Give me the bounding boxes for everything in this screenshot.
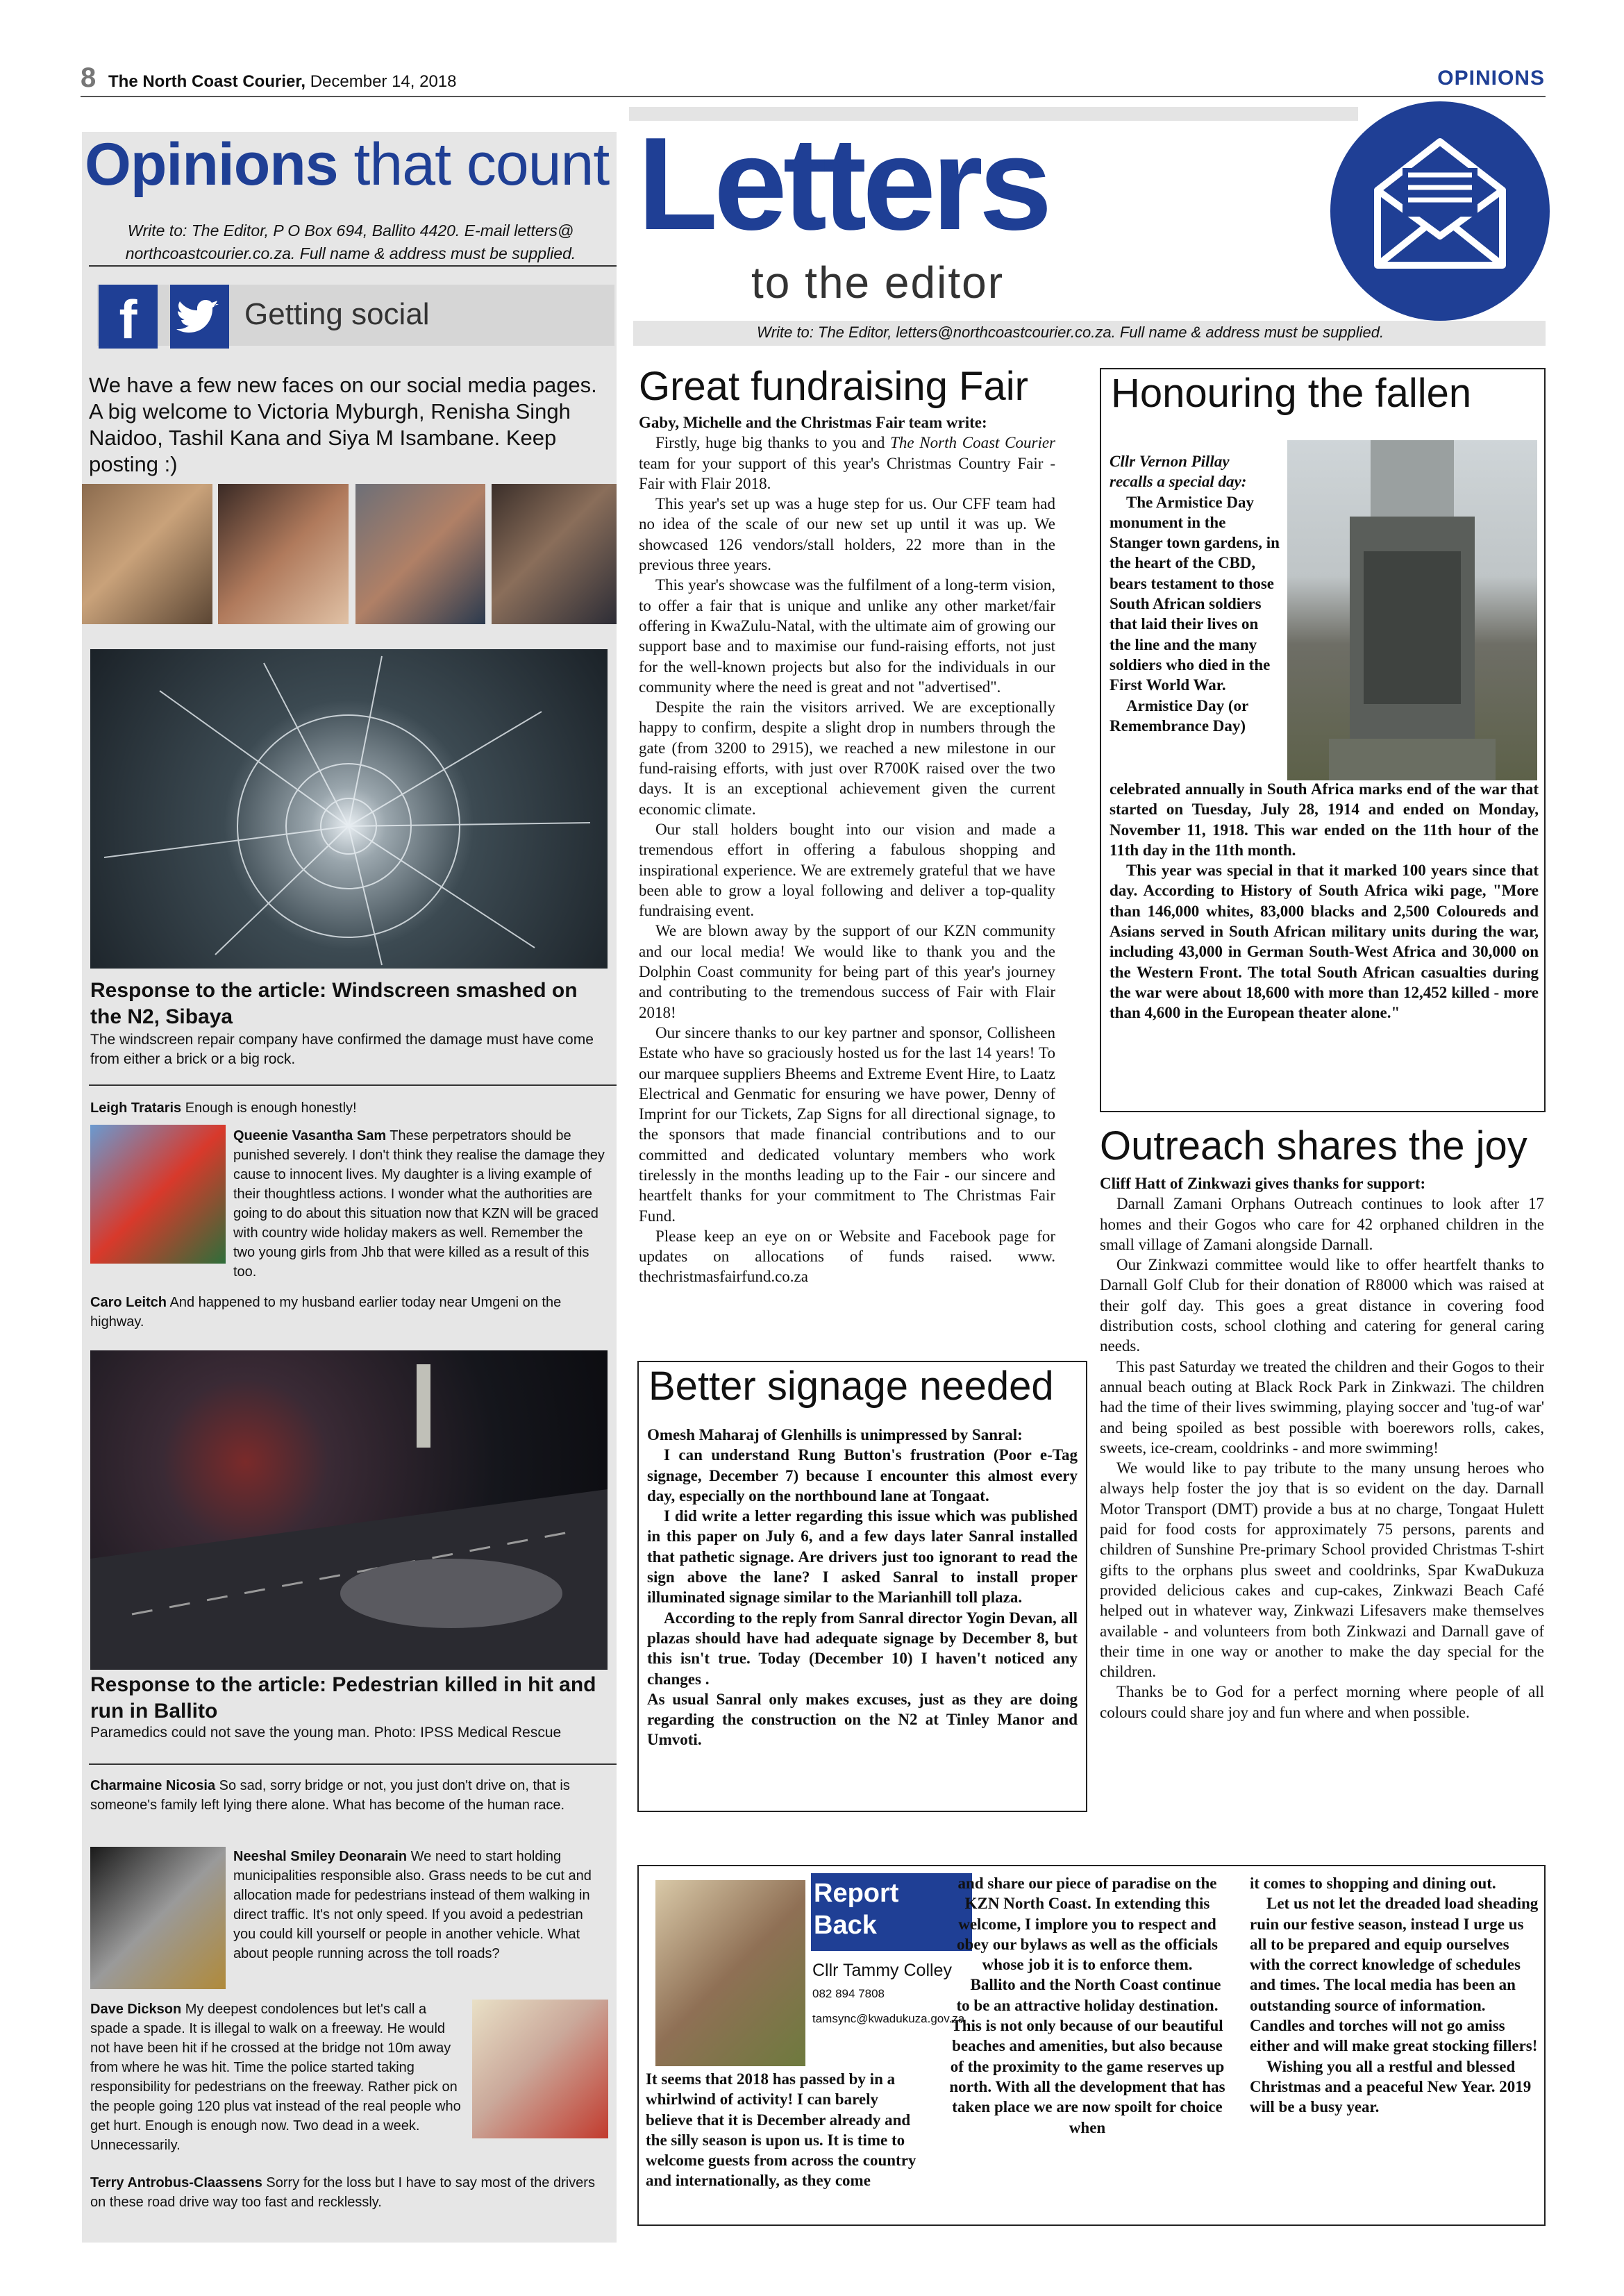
report-column-3	[1250, 1873, 1539, 2118]
outreach-paragraph: Our Zinkwazi committee would like to offer heartfelt thanks to Darnall Golf Club for their donation of R8000 which was raised at their golf day. This goes a great distance in covering food distribution costs, school clothing and catering for general caring needs.	[1100, 1256, 1544, 1355]
fair-text: team for your support of this year's Christmas Country Fair - Fair with Flair 2018.	[639, 454, 1055, 492]
letters-subtitle: to the editor	[751, 258, 1004, 308]
comment-text: We need to start holding municipalities responsible also. Grass needs to be cut and allocation made for pedestrians instead of them walking in direct traffic. It's not only speed. If you avoid a pedestrian you could kill yourself or people in another vehicle. What about people running across the toll roads?	[233, 1849, 592, 1961]
fair-byline: Gaby, Michelle and the Christmas Fair team write:	[639, 414, 987, 431]
social-intro: We have a few new faces on our social media pages. A big welcome to Victoria Myburgh, Renisha Singh Naidoo, Tashil Kana and Siya M Isambane. Keep posting :)	[89, 373, 597, 476]
report-paragraph: and share our piece of paradise on the KZN North Coast. In extending this welcome, I implore you to respect and obey our bylaws as well as the officials whose job it is to enforce them.	[957, 1875, 1218, 1974]
report-paragraph: Let us not let the dreaded load sheading ruin our festive season, instead I urge us all to be prepared and equip ourselves with the correct knowledge of schedules and times. The local media has been an outstanding source of information. Candles and torches will not go amiss either and will make great stocking fillers!	[1250, 1895, 1539, 2055]
comment-text: Enough is enough honestly!	[181, 1100, 357, 1116]
fair-article	[639, 412, 1055, 1287]
twitter-icon[interactable]	[170, 285, 229, 349]
honour-article-top	[1110, 451, 1280, 736]
comment	[233, 1126, 608, 1282]
outreach-paragraph: Darnall Zamani Orphans Outreach continues to look after 17 homes and their Gogos who care for 42 orphaned children in the small village of Zamani alongside Darnall.	[1100, 1195, 1544, 1253]
opinions-title	[85, 131, 609, 199]
write-line-2: northcoastcourier.co.za. Full name & address must be supplied.	[125, 244, 576, 262]
commenter-avatar	[90, 1125, 226, 1264]
commenter-name: Caro Leitch	[90, 1295, 167, 1310]
commenter-name: Leigh Trataris	[90, 1100, 182, 1116]
caption-windscreen-headline: Response to the article: Windscreen smashed on the N2, Sibaya	[90, 979, 578, 1028]
comment	[90, 1293, 604, 1332]
outreach-headline: Outreach shares the joy	[1100, 1123, 1527, 1168]
commenter-name: Neeshal Smiley Deonarain	[233, 1849, 408, 1864]
comment-text: Sorry for the loss but I have to say most of the drivers on these road drive way too fast and recklessly.	[90, 2175, 595, 2210]
report-paragraph: It seems that 2018 has passed by in a whirlwind of activity! I can barely believe that it is December already and the silly season is upon us. It is time to welcome guests from across the country and internationally, as they come	[646, 2070, 916, 2190]
report-paragraph: Wishing you all a restful and blessed Christmas and a peaceful New Year. 2019 will be a busy year.	[1250, 2057, 1532, 2116]
signage-paragraph: According to the reply from Sanral director Yogin Devan, all plazas should have had adequate signage by December 8, but this isn't true. Today (December 10) I haven't noticed any changes .	[647, 1609, 1078, 1688]
publication-name: The North Coast Courier,	[108, 72, 306, 91]
comment	[90, 1098, 604, 1118]
caption-windscreen-sub: The windscreen repair company have confirmed the damage must have come from either a brick or a big rock.	[90, 1032, 594, 1067]
signage-headline: Better signage needed	[648, 1364, 1054, 1409]
caption-pedestrian-headline: Response to the article: Pedestrian killed in hit and run in Ballito	[90, 1673, 596, 1723]
fair-headline: Great fundraising Fair	[639, 364, 1028, 409]
monument-photo	[1287, 440, 1537, 780]
signage-paragraph: I did write a letter regarding this issue which was published in this paper on July 6, and a few days later Sanral installed that pathetic signage. Are drivers just too ignorant to read the sign above the lane? I asked Sanral to install proper illuminated signage similar to the Marianhill toll plaza.	[647, 1507, 1078, 1607]
commenter-avatar	[90, 1847, 226, 1989]
fair-paragraph	[639, 433, 1055, 494]
honour-paragraph: celebrated annually in South Africa marks end of the war that started on Tuesday, July 28, 1914 and ended on Monday, November 11, 1918. This war ended on the 11th hour of the 11th day in the 11th month.	[1110, 780, 1539, 859]
fair-paragraph: This year's set up was a huge step for us. Our CFF team had no idea of the scale of our new set up until it was up. We showcased 126 vendors/stall holders, 22 more than in the previous three years.	[639, 495, 1055, 574]
honour-article-bottom	[1110, 779, 1539, 1023]
caption-pedestrian-sub: Paramedics could not save the young man. Photo: IPSS Medical Rescue	[90, 1725, 562, 1741]
outreach-paragraph: This past Saturday we treated the children and their Gogos to their annual beach outing at Black Rock Park in Zinkwazi. The children had the time of their lives swimming, playing soccer and 'tug-of war' and being spoiled as best possible with boerewors rolls, cakes, sweets, ice-cream, cooldrinks - and more swimming!	[1100, 1357, 1544, 1457]
getting-social-label: Getting social	[244, 297, 430, 331]
report-tag-line: Back	[814, 1911, 877, 1940]
comment-text: And happened to my husband earlier today near Umgeni on the highway.	[90, 1295, 562, 1330]
letters-write-to: Write to: The Editor, letters@northcoastcourier.co.za. Full name & address must be supplied.	[757, 324, 1384, 341]
outreach-paragraph: We would like to pay tribute to the many unsung heroes who always help foster the joy that is so evident on the day. Darnall Motor Transport (DMT) provide a bus at no charge, Tongaat Hulett paid for food costs for approximately 75 persons, parents and children of Sunshine Pre-primary School provided Christmas T-shirt gifts to the orphans plus sweet and cooldrinks, Spar KwaDukuza provided delicious cakes and cup-cakes, Zinkwazi Beach Café helped out in whatever way, Zinkwazi Lifesavers make themselves available - and volunteers from both Zinkwazi and Darnall gave of their time in one way or another to make the day special for the children.	[1100, 1459, 1544, 1681]
report-paragraph: it comes to shopping and dining out.	[1250, 1875, 1496, 1892]
outreach-article	[1100, 1173, 1544, 1723]
honour-paragraph: The Armistice Day monument in the Stanger town gardens, in the heart of the CBD, bears testament to those South African soldiers that laid their lives on the line and the many soldiers who died in the First World War.	[1110, 493, 1280, 694]
profile-photo	[82, 484, 212, 624]
honour-byline: Cllr Vernon Pillay	[1110, 453, 1230, 470]
councillor-name: Cllr Tammy Colley	[812, 1961, 952, 1980]
commenter-name: Terry Antrobus-Claassens	[90, 2175, 262, 2190]
fair-text-italic: The North Coast Courier	[890, 434, 1055, 452]
comment	[90, 2173, 604, 2212]
report-tag-line: Report	[814, 1879, 899, 1908]
divider	[89, 1084, 617, 1086]
comment-text: My deepest condolences but let's call a spade a spade. It is illegal to walk on a freeway. He would not have been hit if he crossed at the bridge not 10m away from where he was hit. Time the police started taking responsibility for pedestrians on the freeway. Rather pick on the people going 120 plus vat instead of the real people who get hurt. Enough is enough now. Two dead in a week. Unnecessarily.	[90, 2002, 461, 2153]
publication-date: December 14, 2018	[310, 72, 457, 91]
profile-photo	[218, 484, 349, 624]
signage-paragraph: I can understand Rung Button's frustration (Poor e-Tag signage, December 7) because I encounter this almost every day, especially on the northbound lane at Tongaat.	[647, 1446, 1078, 1505]
report-column-1	[646, 2069, 925, 2191]
fair-paragraph: Our sincere thanks to our key partner and sponsor, Collisheen Estate who have so graciously hosted us for the last 14 years! To our marquee suppliers Bheems and Extreme Event Hire, to Laatz Electrical and Genmatic for ensuring we have power, Denny of Imprint for our Tickets, Zap Signs for all directional signage, to the sponsors that made financial contributions and to our committed and dedicated voluntary members who work tirelessly in the months leading up to the Fair - our sincere and heartfelt thanks for your commitment to The Christmas Fair Fund.	[639, 1023, 1055, 1225]
signage-paragraph: As usual Sanral only makes excuses, just as they are doing regarding the construction on the N2 at Tinley Manor and Umvoti.	[647, 1690, 1078, 1749]
write-line-1: Write to: The Editor, P O Box 694, Ballito 4420. E-mail letters@	[127, 221, 574, 240]
profile-photo	[492, 484, 617, 624]
commenter-name: Queenie Vasantha Sam	[233, 1128, 387, 1143]
commenter-name: Charmaine Nicosia	[90, 1778, 216, 1793]
councillor-phone: 082 894 7808	[812, 1987, 885, 2000]
signage-article	[647, 1425, 1078, 1750]
divider	[89, 265, 617, 267]
fair-text: Firstly, huge big thanks to you and	[655, 434, 891, 452]
windscreen-photo	[90, 649, 608, 969]
comment-text: So sad, sorry bridge or not, you just don't drive on, that is someone's family left lying there alone. What has become of the human race.	[90, 1778, 570, 1813]
outreach-paragraph: Thanks be to God for a perfect morning where people of all colours could share joy and fun where and when possible.	[1100, 1683, 1544, 1721]
honour-paragraph: This year was special in that it marked 100 years since that day. According to History of South Africa wiki page, "More than 146,000 whites, 83,000 blacks and 2,500 Coloureds and Asians served in South African military units during the war, including 43,000 in German South-West Africa and 30,000 on the Western Front. The total South African casualties during the war were about 18,600 with more than 12,452 killed - more than 4,600 in the European theater alone."	[1110, 862, 1539, 1022]
divider	[89, 1763, 617, 1765]
publication-line	[108, 72, 457, 92]
councillor-photo	[655, 1880, 805, 2066]
honour-paragraph: Armistice Day (or Remembrance Day)	[1110, 696, 1248, 735]
report-column-2	[947, 1873, 1228, 2138]
opinions-write-to	[90, 219, 611, 265]
commenter-name: Dave Dickson	[90, 2002, 182, 2017]
fair-paragraph: Despite the rain the visitors arrived. We are exceptionally happy to confirm, despite a slight drop in numbers through the gate (from 3200 to 2915), we reached a new milestone in our fund-raising efforts, with just over R700K raised over the two days. It is an exceptional achievement given the current economic climate.	[639, 698, 1055, 818]
outreach-byline: Cliff Hatt of Zinkwazi gives thanks for support:	[1100, 1175, 1426, 1192]
fair-paragraph: Please keep an eye on or Website and Facebook page for updates on allocations of funds raised. www. thechristmasfairfund.co.za	[639, 1227, 1055, 1286]
councillor-email: tamsync@kwadukuza.gov.za	[812, 2012, 965, 2025]
fair-paragraph: We are blown away by the support of our KZN community and our local media! We would like to thank you and the Dolphin Coast community for being part of this year's journey and contributing to the tremendous success of Fair with Flair 2018!	[639, 922, 1055, 1021]
commenter-avatar	[472, 2000, 608, 2138]
comment	[90, 2000, 465, 2155]
opinions-title-bold: Opinions	[85, 131, 338, 198]
letters-title: Letters	[637, 110, 1048, 258]
fair-paragraph: This year's showcase was the fulfilment of a long-term vision, to offer a fair that is unique and unlike any other market/fair offering in KwaZulu-Natal, with the ultimate aim of growing our support base and to maximise our fund-raising efforts, not just for the well-known projects but also for the individuals in our community where the need is great and not "advertised".	[639, 576, 1055, 696]
opinions-title-rest: that count	[337, 131, 610, 198]
honour-headline: Honouring the fallen	[1111, 371, 1472, 416]
section-label: OPINIONS	[1437, 67, 1545, 90]
honour-byline: recalls a special day:	[1110, 473, 1247, 491]
report-paragraph: Ballito and the North Coast continue to be an attractive holiday destination. This is not only because of our beautiful beaches and amenities, but also because of the proximity to the game reserves up north. With all the development that has taken place we are now spoilt for choice when	[949, 1976, 1225, 2136]
comment	[90, 1776, 604, 1815]
fair-paragraph: Our stall holders bought into our vision and made a tremendous effort in offering a fabulous shopping and inspirational experience. We are extremely grateful that we have been able to grow a loyal following and deliver a top-quality fundraising event.	[639, 820, 1055, 920]
envelope-icon	[1330, 101, 1550, 321]
profile-photo	[355, 484, 485, 624]
page-number: 8	[81, 62, 97, 93]
facebook-icon[interactable]: f	[99, 285, 158, 349]
accident-scene-photo	[90, 1350, 608, 1670]
comment	[233, 1847, 608, 1963]
header-rule	[81, 96, 1546, 97]
signage-byline: Omesh Maharaj of Glenhills is unimpressed by Sanral:	[647, 1426, 1023, 1443]
comment-text: These perpetrators should be punished severely. I don't think they realise the damage they cause to innocent lives. My daughter is a living example of their thoughtless actions. I wonder what the authorities are going to do about this situation now that KZN will be graced with country wide holiday makers as well. Remember the two young girls from Jhb that were killed as a result of this too.	[233, 1128, 605, 1280]
